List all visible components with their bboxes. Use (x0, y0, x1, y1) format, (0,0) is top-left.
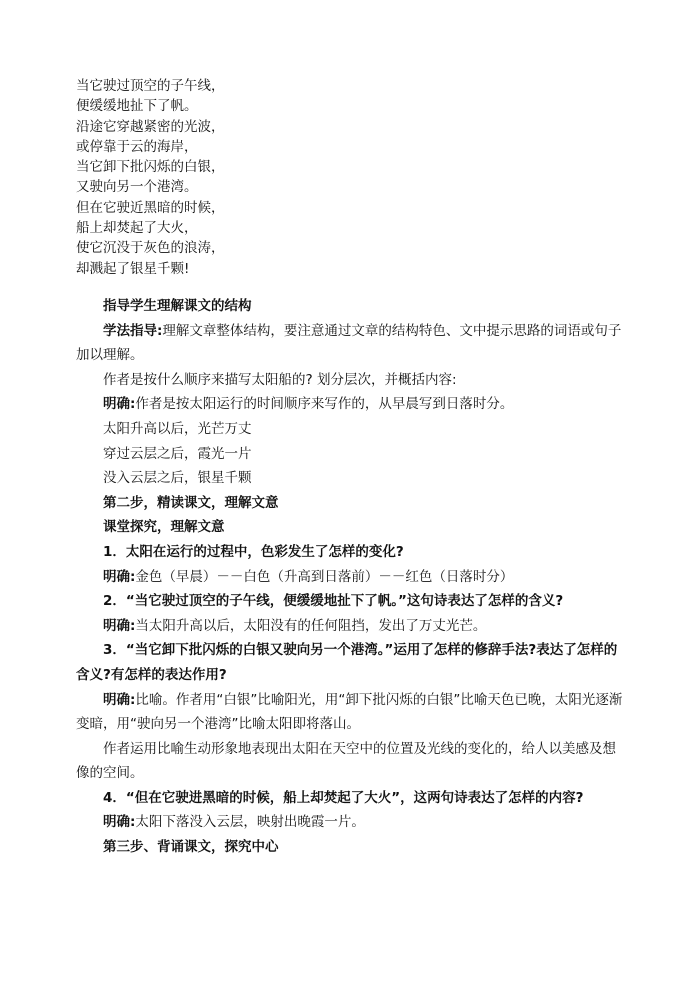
question-3: 3．“当它卸下批闪烁的白银又驶向另一个港湾。”运用了怎样的修辞手法?表达了怎样的含义?有怎样的表达作用? (76, 642, 618, 683)
answer-label: 明确: (103, 814, 136, 831)
question-1: 1．太阳在运行的过程中，色彩发生了怎样的变化? (103, 543, 404, 560)
answer-2 (76, 614, 628, 639)
structure-question: 作者是按什么顺序来描写太阳船的? 划分层次，并概括内容: (103, 371, 457, 388)
poem-line: 又驶向另一个港湾。 (76, 179, 198, 196)
explore-heading: 课堂探究，理解文意 (103, 519, 225, 536)
answer-4 (76, 810, 628, 835)
poem-excerpt (76, 76, 476, 279)
answer-text: 比喻。作者用“白银”比喻阳光，用“卸下批闪烁的白银”比喻天色已晚，太阳光逐渐变暗，用“驶向另一个港湾”比喻太阳即将落山。 (76, 691, 623, 733)
question-2: 2．“当它驶过顶空的子午线，便缓缓地扯下了帆。”这句诗表达了怎样的含义? (103, 593, 564, 610)
poem-line: 便缓缓地扯下了帆。 (76, 98, 198, 115)
answer-label: 明确: (103, 568, 136, 585)
poem-line: 船上却焚起了大火， (76, 220, 198, 237)
step-three-heading: 第三步、背诵课文，探究中心 (103, 839, 279, 856)
poem-line: 或停靠于云的海岸， (76, 138, 198, 155)
lesson-body (76, 294, 628, 860)
poem-line: 当它驶过顶空的子午线， (76, 78, 225, 94)
answer-3-extra: 作者运用比喻生动形象地表现出太阳在天空中的位置及光线的变化的，给人以美感及想像的空间。 (76, 740, 616, 782)
structure-answer (76, 392, 628, 417)
poem-line: 当它卸下批闪烁的白银， (76, 159, 225, 176)
answer-3 (76, 688, 628, 737)
method-text: 理解文章整体结构，要注意通过文章的结构特色、文中提示思路的词语或句子加以理解。 (76, 322, 622, 364)
answer-1 (76, 565, 628, 590)
answer-text: 金色（早晨）－－白色（升高到日落前）－－红色（日落时分） (135, 568, 514, 585)
layer-item: 太阳升高以后，光芒万丈 (103, 420, 252, 437)
answer-text: 作者是按太阳运行的时间顺序来写作的，从早晨写到日落时分。 (135, 396, 514, 413)
poem-line: 却溅起了银星千颗! (76, 260, 190, 277)
layer-item: 没入云层之后，银星千颗 (103, 470, 252, 487)
step-two-heading: 第二步，精读课文，理解文意 (103, 494, 279, 511)
answer-text: 太阳下落没入云层，映射出晚霞一片。 (135, 814, 365, 831)
method-guidance (76, 319, 628, 368)
answer-label: 明确: (103, 396, 136, 413)
answer-label: 明确: (103, 617, 136, 634)
layer-item: 穿过云层之后，霞光一片 (103, 445, 252, 462)
question-4: 4．“但在它驶进黑暗的时候，船上却焚起了大火”，这两句诗表达了怎样的内容? (103, 789, 584, 806)
poem-line: 沿途它穿越紧密的光波， (76, 118, 225, 135)
poem-line: 使它沉没于灰色的浪涛， (76, 240, 225, 257)
section-heading-structure: 指导学生理解课文的结构 (103, 298, 252, 314)
answer-label: 明确: (103, 691, 136, 708)
answer-text: 当太阳升高以后，太阳没有的任何阻挡，发出了万丈光芒。 (135, 617, 487, 634)
method-label: 学法指导: (103, 322, 163, 339)
poem-line: 但在它驶近黑暗的时候， (76, 199, 225, 216)
